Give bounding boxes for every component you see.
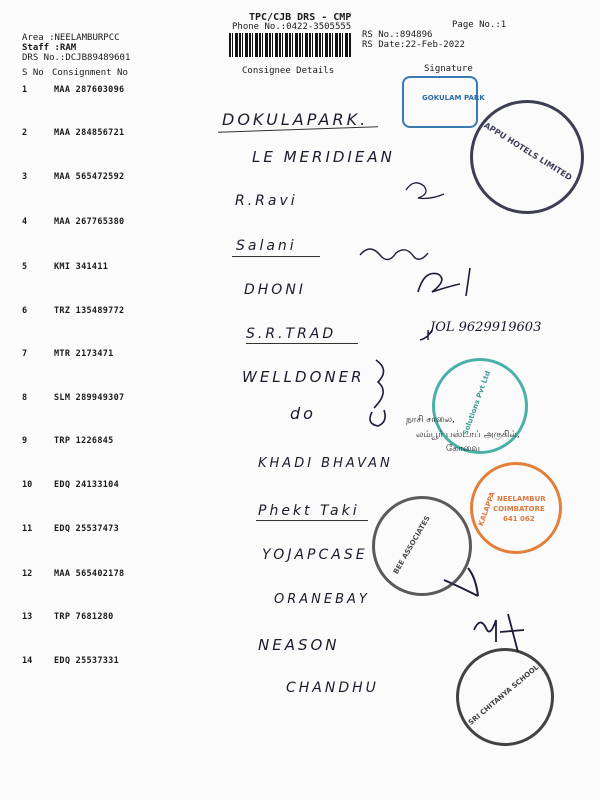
row-12-consignment: MAA 565402178: [54, 569, 125, 579]
column-signature: Signature: [424, 64, 473, 74]
row-11-consignee: YOJAPCASE: [262, 547, 368, 563]
row-8-consignment: SLM 289949307: [54, 393, 125, 403]
column-sno: S No: [22, 68, 44, 78]
row-1-sno: 1: [22, 85, 28, 95]
row-3-consignee: R.Ravi: [235, 193, 298, 209]
signature-row-4: [360, 249, 428, 260]
row-12-consignee: ORANEBAY: [274, 592, 370, 607]
green-company-stamp: Solutions Pvt Ltd: [432, 358, 528, 454]
row-13-consignment: TRP 7681280: [54, 612, 114, 622]
drs-number: DRS No.:DCJB89489601: [22, 53, 131, 63]
row-1-consignee: DOKULAPARK.: [222, 110, 369, 129]
row-7-sno: 7: [22, 349, 28, 359]
column-consignee: Consignee Details: [242, 66, 335, 76]
row-6-sno: 6: [22, 306, 28, 316]
row-4-consignment: MAA 267765380: [54, 217, 125, 227]
signature-row-8: [370, 410, 385, 426]
column-consignment: Consignment No: [52, 68, 128, 78]
row-2-consignee: LE MERIDIEAN: [252, 148, 395, 166]
row-14-consignee: CHANDHU: [286, 680, 379, 696]
row-7-consignment: MTR 2173471: [54, 349, 114, 359]
rs-date: RS Date:22-Feb-2022: [362, 40, 465, 50]
row-3-sno: 3: [22, 172, 28, 182]
row-6-consignment: TRZ 135489772: [54, 306, 125, 316]
document-title: TPC/CJB DRS - CMP: [249, 12, 352, 23]
row-2-sno: 2: [22, 128, 28, 138]
row-14-sno: 14: [22, 656, 33, 666]
row-4-consignee: Salani: [236, 238, 297, 254]
row-3-consignment: MAA 565472592: [54, 172, 125, 182]
row-8-consignee: do: [290, 404, 316, 423]
phone-number: Phone No.:0422-3505555: [232, 22, 352, 32]
tamil-line-3: கோவை: [446, 444, 480, 454]
kalappa-stamp: NEELAMBUR COIMBATORE 641 062 KALAPPA: [470, 462, 562, 554]
school-stamp: SRI CHITANYA SCHOOL: [456, 648, 554, 746]
row-1-consignment: MAA 287603096: [54, 85, 125, 95]
tamil-line-1: நாசி சாலை,: [406, 415, 455, 425]
signature-row-3: [406, 183, 444, 199]
signature-row-7: [374, 360, 384, 408]
row-9-sno: 9: [22, 436, 28, 446]
row-5-consignee: DHONI: [244, 282, 306, 298]
row-6-consignee: S.R.TRAD: [246, 326, 337, 342]
row-13-sno: 13: [22, 612, 33, 622]
gokulam-park-stamp: GOKULAM PARK: [402, 76, 478, 128]
signature-row-6-phone: JOL 9629919603: [430, 320, 542, 335]
row-10-consignee: Phekt Taki: [258, 503, 360, 519]
staff: Staff :RAM: [22, 43, 77, 53]
bee-associates-stamp: BEE ASSOCIATES: [372, 496, 472, 596]
row-5-sno: 5: [22, 262, 28, 272]
page-number: Page No.:1: [452, 20, 507, 30]
row-11-consignment: EDQ 25537473: [54, 524, 120, 534]
row-8-sno: 8: [22, 393, 28, 403]
row-14-consignment: EDQ 25537331: [54, 656, 120, 666]
row-5-consignment: KMI 341411: [54, 262, 109, 272]
row-13-consignee: NEASON: [258, 636, 340, 654]
row-11-sno: 11: [22, 524, 33, 534]
appu-hotels-stamp: APPU HOTELS LIMITED: [470, 100, 584, 214]
row-7-consignee: WELLDONER: [242, 368, 365, 386]
row-12-sno: 12: [22, 569, 33, 579]
signature-row-13: [474, 614, 524, 652]
area: Area :NEELAMBURPCC: [22, 33, 120, 43]
row-10-sno: 10: [22, 480, 33, 490]
rs-number: RS No.:894896: [362, 30, 433, 40]
row-9-consignee: KHADI BHAVAN: [258, 456, 393, 471]
row-2-consignment: MAA 284856721: [54, 128, 125, 138]
signature-row-5: [418, 268, 470, 296]
tamil-line-2: லம்பூர் பஸ்டாப் அருகில்,: [416, 430, 520, 440]
row-4-sno: 4: [22, 217, 28, 227]
row-10-consignment: EDQ 24133104: [54, 480, 120, 490]
row-9-consignment: TRP 1226845: [54, 436, 114, 446]
